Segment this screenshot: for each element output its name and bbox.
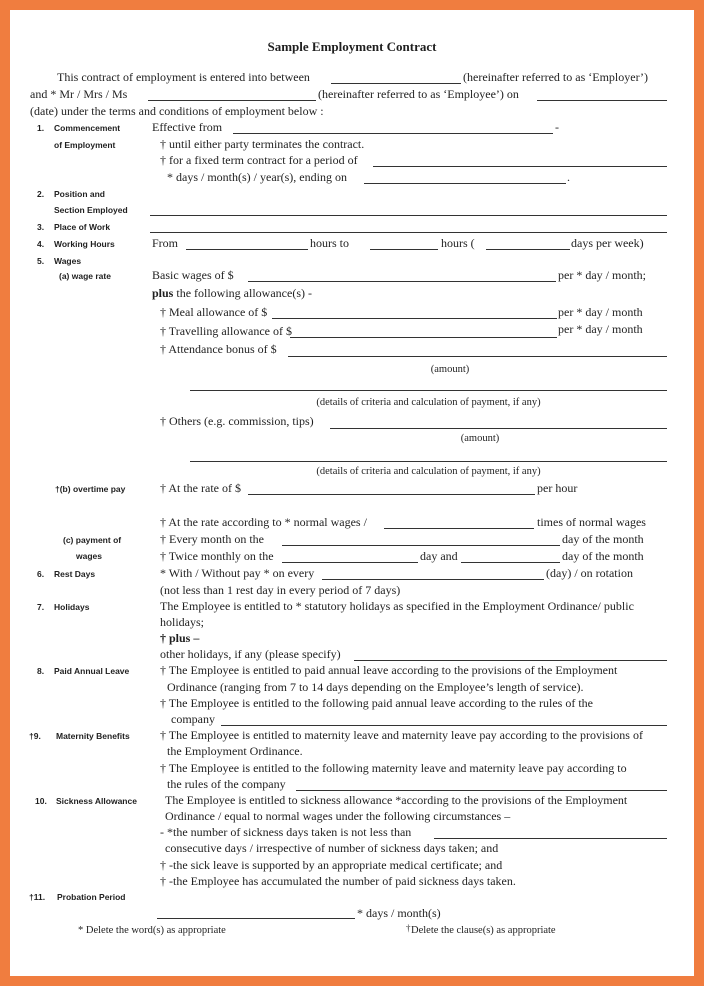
section-9-number: †9.	[29, 731, 41, 741]
attendance-bonus-text: † Attendance bonus of $	[160, 342, 277, 356]
normal-wages-text: † At the rate according to * normal wages /	[160, 515, 367, 529]
rest-day-note: (not less than 1 rest day in every period of 7 days)	[160, 583, 401, 597]
section-1-label: Commencement	[54, 123, 121, 133]
section-1-label-2: of Employment	[54, 140, 116, 150]
maternity-line-1: † The Employee is entitled to maternity leave and maternity leave pay according to the provisions of	[160, 728, 643, 742]
fixed-term-clause: † for a fixed term contract for a period of	[160, 153, 358, 167]
until-terminate-clause: † until either party terminates the contract.	[160, 137, 365, 151]
sickness-days-field[interactable]	[434, 838, 667, 839]
meal-allowance-period: per * day / month	[558, 305, 643, 319]
effective-date-field[interactable]	[233, 133, 553, 134]
day-of-month-text-1: day of the month	[562, 532, 644, 546]
sickness-line-6: † -the Employee has accumulated the number of paid sickness days taken.	[160, 874, 516, 888]
annual-leave-line-3: † The Employee is entitled to the following paid annual leave according to the rules of the	[160, 696, 593, 710]
footnote-delete-clauses: Delete the clause(s) as appropriate	[411, 925, 556, 936]
annual-leave-line-2: Ordinance (ranging from 7 to 14 days depending on the Employee’s length of service).	[167, 680, 584, 694]
holidays-line-2: holidays;	[160, 615, 204, 629]
others-details-field[interactable]	[190, 461, 667, 462]
days-per-week-field[interactable]	[486, 249, 570, 250]
sickness-line-1: The Employee is entitled to sickness allowance *according to the provisions of the Employment	[165, 793, 628, 807]
probation-days-text: * days / month(s)	[357, 906, 441, 920]
hours-from-text: From	[152, 236, 179, 250]
rest-days-text: * With / Without pay * on every	[160, 566, 315, 580]
rest-day-field[interactable]	[322, 579, 544, 580]
footnote-delete-words: * Delete the word(s) as appropriate	[78, 925, 226, 936]
travel-allowance-text: † Travelling allowance of $	[160, 324, 292, 338]
attendance-bonus-field[interactable]	[288, 356, 667, 357]
intro-line2a: and * Mr / Mrs / Ms	[30, 87, 128, 101]
section-8-number: 8.	[37, 666, 45, 676]
twice-monthly-day1-field[interactable]	[282, 562, 418, 563]
section-9-label: Maternity Benefits	[56, 731, 130, 741]
intro-line1a: This contract of employment is entered into between	[57, 70, 310, 84]
section-6-label: Rest Days	[54, 569, 96, 579]
probation-period-field[interactable]	[157, 918, 355, 919]
section-2-number: 2.	[37, 189, 45, 199]
rest-day-rotation-text: (day) / on rotation	[546, 566, 633, 580]
sickness-line-2: Ordinance / equal to normal wages under the following circumstances –	[165, 809, 511, 823]
times-normal-text: times of normal wages	[537, 515, 646, 529]
effective-from-text: Effective from	[152, 120, 223, 134]
basic-wages-field[interactable]	[248, 281, 556, 282]
holidays-line-1: The Employee is entitled to * statutory holidays as specified in the Employment Ordinance/ public	[160, 599, 634, 613]
intro-line1b: (hereinafter referred to as ‘Employer’)	[463, 70, 649, 84]
day-and-text: day and	[420, 549, 458, 563]
section-1-number: 1.	[37, 123, 45, 133]
section-6-number: 6.	[37, 569, 45, 579]
section-10-number: 10.	[35, 796, 47, 806]
holidays-plus: † plus –	[160, 631, 200, 645]
position-field[interactable]	[150, 215, 667, 216]
holidays-other-text: other holidays, if any (please specify)	[160, 647, 341, 661]
annual-leave-line-4: company	[171, 712, 215, 726]
section-3-number: 3.	[37, 222, 45, 232]
section-2-label: Position and	[54, 189, 105, 199]
section-3-label: Place of Work	[54, 222, 111, 232]
meal-allowance-text: † Meal allowance of $	[160, 305, 268, 319]
days-per-week-text: days per week)	[571, 236, 644, 250]
plus-bold: plus	[152, 286, 174, 300]
details-caption-1: (details of criteria and calculation of payment, if any)	[316, 397, 541, 408]
allowance-text	[152, 286, 312, 300]
every-month-day-field[interactable]	[282, 545, 560, 546]
maternity-line-4: the rules of the company	[167, 777, 286, 791]
section-11-number: †11.	[29, 892, 46, 902]
amount-caption-2: (amount)	[460, 433, 500, 444]
twice-monthly-text: † Twice monthly on the	[160, 549, 274, 563]
sickness-line-4: consecutive days / irrespective of number of sickness days taken; and	[165, 841, 499, 855]
fixed-term-period-field[interactable]	[373, 166, 667, 167]
annual-leave-company-field[interactable]	[221, 725, 667, 726]
annual-leave-line-1: † The Employee is entitled to paid annual leave according to the provisions of the Employment	[160, 663, 618, 677]
section-4-number: 4.	[37, 239, 45, 249]
section-5-number: 5.	[37, 256, 45, 266]
section-8-label: Paid Annual Leave	[54, 666, 130, 676]
section-11-label: Probation Period	[57, 892, 126, 902]
allowance-text-rest: the following allowance(s) -	[176, 286, 312, 300]
maternity-line-2: the Employment Ordinance.	[167, 744, 303, 758]
section-10-label: Sickness Allowance	[56, 796, 137, 806]
others-amount-field[interactable]	[330, 428, 667, 429]
fixed-term-dot: .	[567, 170, 570, 184]
basic-wages-period: per * day / month;	[558, 268, 646, 282]
page-title: Sample Employment Contract	[267, 39, 437, 54]
employer-name-field[interactable]	[331, 83, 461, 84]
maternity-company-field[interactable]	[296, 790, 667, 791]
twice-monthly-day2-field[interactable]	[461, 562, 560, 563]
fixed-term-ending-text: * days / month(s) / year(s), ending on	[167, 170, 347, 184]
footnote-dagger: †	[406, 923, 411, 933]
overtime-rate-text: † At the rate of $	[160, 481, 241, 495]
overtime-rate-field[interactable]	[248, 494, 535, 495]
hours-open-text: hours (	[441, 236, 475, 250]
effective-dash: -	[555, 120, 559, 134]
hours-to-text: hours to	[310, 236, 349, 250]
section-4-label: Working Hours	[54, 239, 115, 249]
contract-date-field[interactable]	[537, 100, 667, 101]
travel-allowance-period: per * day / month	[558, 322, 643, 336]
sickness-line-3: - *the number of sickness days taken is not less than	[160, 825, 412, 839]
travel-allowance-field[interactable]	[290, 337, 557, 338]
maternity-line-3: † The Employee is entitled to the following maternity leave and maternity leave pay according to	[160, 761, 627, 775]
intro-line2b: (hereinafter referred to as ‘Employee’) on	[318, 87, 519, 101]
place-of-work-field[interactable]	[150, 232, 667, 233]
wage-rate-label: (a) wage rate	[59, 271, 111, 281]
others-text: † Others (e.g. commission, tips)	[160, 414, 314, 428]
section-5-label: Wages	[54, 256, 82, 266]
normal-wages-multiple-field[interactable]	[384, 528, 534, 529]
basic-wages-text: Basic wages of $	[152, 268, 234, 282]
per-hour-text: per hour	[537, 481, 578, 495]
employee-name-field[interactable]	[148, 100, 316, 101]
section-2-label-2: Section Employed	[54, 205, 128, 215]
sickness-line-5: † -the sick leave is supported by an appropriate medical certificate; and	[160, 858, 503, 872]
section-7-label: Holidays	[54, 602, 90, 612]
meal-allowance-field[interactable]	[272, 318, 557, 319]
hours-from-field[interactable]	[186, 249, 308, 250]
hours-to-field[interactable]	[370, 249, 438, 250]
overtime-pay-label: †(b) overtime pay	[55, 484, 126, 494]
other-holidays-field[interactable]	[354, 660, 667, 661]
section-7-number: 7.	[37, 602, 45, 612]
payment-of-wages-label: (c) payment of	[63, 535, 122, 545]
payment-of-wages-label-2: wages	[76, 551, 102, 561]
every-month-text: † Every month on the	[160, 532, 264, 546]
details-caption-2: (details of criteria and calculation of payment, if any)	[316, 466, 541, 477]
amount-caption-1: (amount)	[430, 364, 470, 375]
intro-line3: (date) under the terms and conditions of employment below :	[30, 104, 324, 118]
day-of-month-text-2: day of the month	[562, 549, 644, 563]
fixed-term-end-date-field[interactable]	[364, 183, 566, 184]
attendance-details-field[interactable]	[190, 390, 667, 391]
